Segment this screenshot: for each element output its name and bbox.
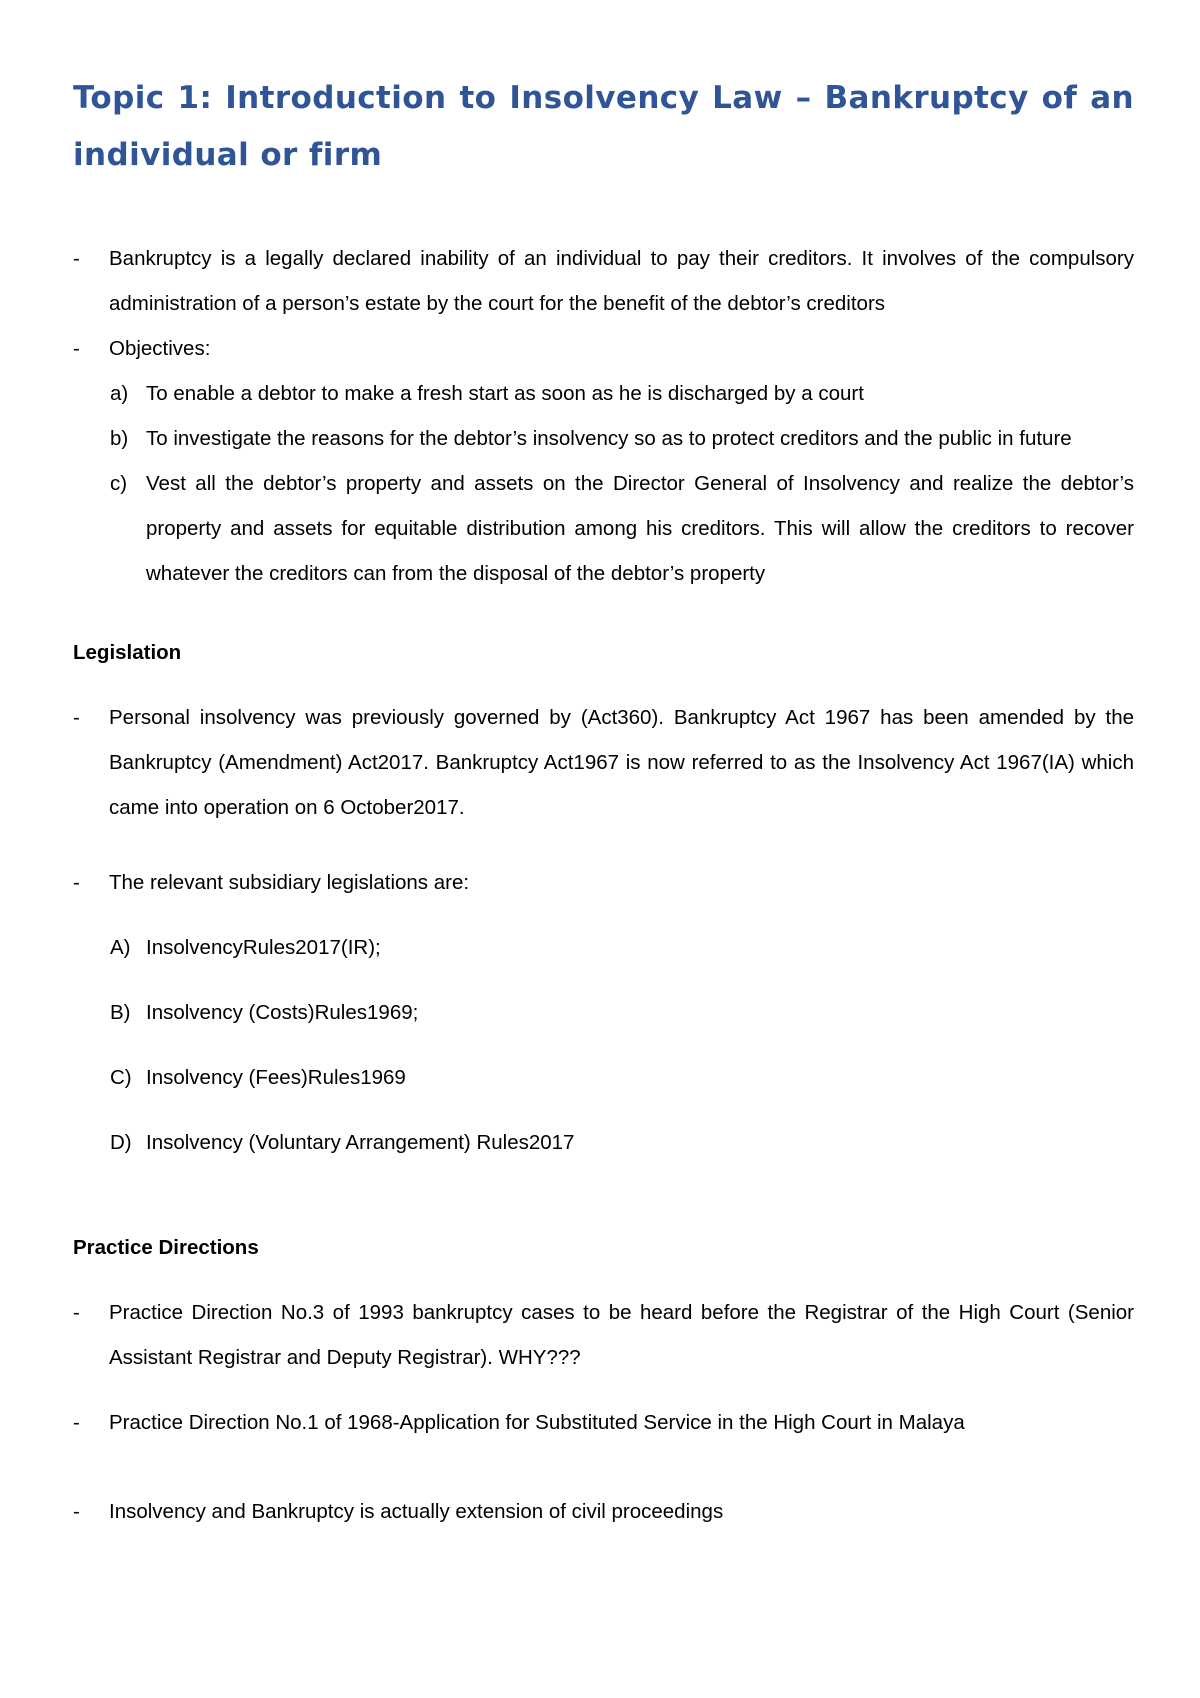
practice-directions-heading: Practice Directions (73, 1236, 259, 1259)
list-marker: D) (110, 1131, 132, 1154)
bullet-dash: - (73, 1411, 80, 1434)
list-item (73, 1489, 1134, 1534)
list-marker: B) (110, 1001, 131, 1024)
objective-text: To investigate the reasons for the debtor’s insolvency so as to protect creditors and the public in future (146, 427, 1072, 450)
list-item-text: Practice Direction No.3 of 1993 bankruptcy cases to be heard before the Registrar of the High Court (Senior Assistant Registrar and Deputy Registrar). WHY??? (109, 1301, 1134, 1369)
list-item (73, 326, 1134, 371)
list-item-text: Personal insolvency was previously governed by (Act360). Bankruptcy Act 1967 has been amended by the Bankruptcy (Amendment) Act2017. Bankruptcy Act1967 is now referred to as the Insolvency Act 1967(IA) which came into operation on 6 October2017. (109, 706, 1134, 819)
legislation-item (73, 1120, 1134, 1165)
page-title: Topic 1: Introduction to Insolvency Law – Bankruptcy of an individual or firm (73, 80, 1134, 173)
objective-item (73, 461, 1134, 596)
list-marker: c) (110, 472, 128, 495)
bullet-dash: - (73, 337, 80, 360)
legislation-item (73, 990, 1134, 1035)
objective-item (73, 416, 1134, 461)
bullet-dash: - (73, 247, 80, 270)
list-item-text: The relevant subsidiary legislations are: (109, 871, 470, 894)
legislation-item-text: Insolvency (Fees)Rules1969 (146, 1066, 406, 1089)
objective-item (73, 371, 1134, 416)
list-item-text: Practice Direction No.1 of 1968-Application for Substituted Service in the High Court in Malaya (109, 1411, 965, 1434)
legislation-item-text: Insolvency (Voluntary Arrangement) Rules2017 (146, 1131, 575, 1154)
list-item-text: Bankruptcy is a legally declared inability of an individual to pay their creditors. It involves of the compulsory administration of a person’s estate by the court for the benefit of the debtor’s creditors (109, 247, 1134, 315)
legislation-heading: Legislation (73, 641, 182, 664)
legislation-item-text: InsolvencyRules2017(IR); (146, 936, 381, 959)
list-item (73, 1400, 1134, 1445)
list-marker: a) (110, 382, 129, 405)
list-item (73, 1290, 1134, 1380)
list-item-text: Objectives: (109, 337, 211, 360)
legislation-item-text: Insolvency (Costs)Rules1969; (146, 1001, 419, 1024)
intro-section (73, 236, 1134, 596)
list-item-text: Insolvency and Bankruptcy is actually extension of civil proceedings (109, 1500, 724, 1523)
list-item (73, 860, 1134, 905)
list-marker: A) (110, 936, 131, 959)
legislation-item (73, 1055, 1134, 1100)
practice-section (73, 1290, 1134, 1534)
bullet-dash: - (73, 871, 80, 894)
legislation-section (73, 695, 1134, 1165)
list-item (73, 236, 1134, 326)
list-marker: C) (110, 1066, 132, 1089)
bullet-dash: - (73, 706, 80, 729)
objective-text: To enable a debtor to make a fresh start as soon as he is discharged by a court (146, 382, 864, 405)
list-marker: b) (110, 427, 129, 450)
list-item (73, 695, 1134, 830)
bullet-dash: - (73, 1301, 80, 1324)
objective-text: Vest all the debtor’s property and assets on the Director General of Insolvency and realize the debtor’s property and assets for equitable distribution among his creditors. This will allow the creditors to recover whatever the creditors can from the disposal of the debtor’s property (146, 472, 1134, 585)
bullet-dash: - (73, 1500, 80, 1523)
legislation-item (73, 925, 1134, 970)
